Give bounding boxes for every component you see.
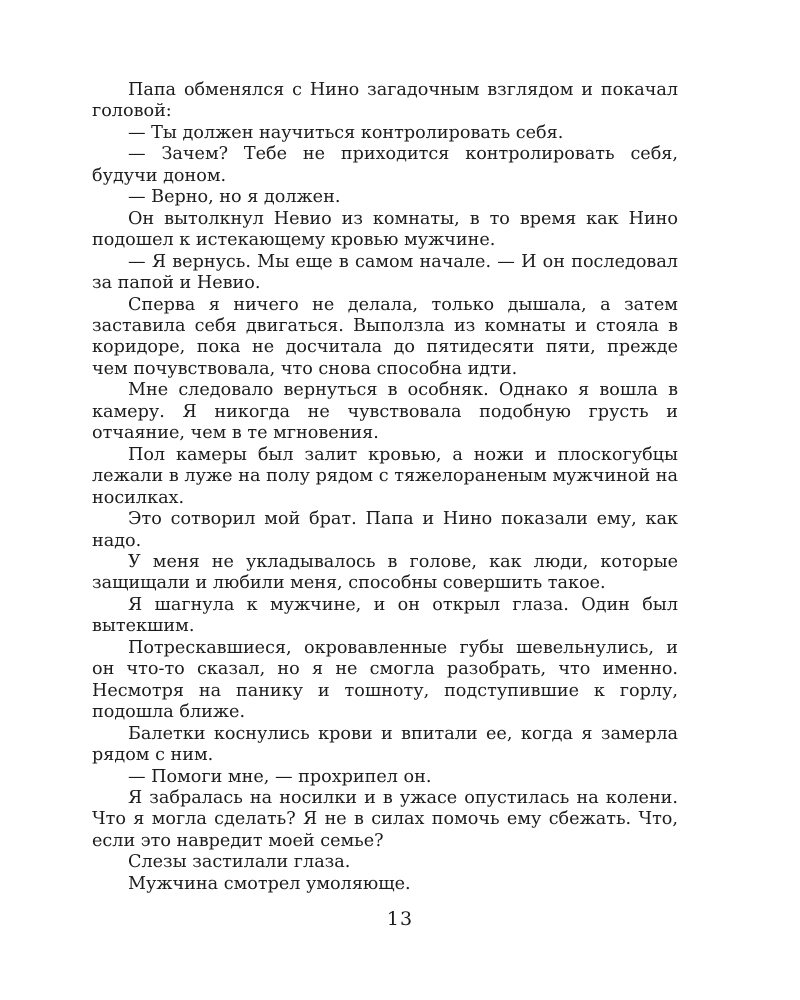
paragraph: Папа обменялся с Нино загадочным взглядом и покачал головой: <box>92 80 678 122</box>
paragraph: Сперва я ничего не делала, только дышала, а затем заставила себя двигаться. Выползла из комнаты и стояла в коридоре, пока не досчитала до пятидесяти пяти, прежде чем почувствовала, что снова способна идти. <box>92 294 678 379</box>
paragraph: Я забралась на носилки и в ужасе опустилась на колени. Что я могла сделать? Я не в силах помочь ему сбежать. Что, если это навредит моей семье? <box>92 787 678 851</box>
body-text <box>92 80 678 895</box>
paragraph: Пол камеры был залит кровью, а ножи и плоскогубцы лежали в луже на полу рядом с тяжелораненым мужчиной на носилках. <box>92 444 678 508</box>
paragraph: — Верно, но я должен. <box>128 187 341 208</box>
paragraph: — Помоги мне, — прохрипел он. <box>128 766 432 787</box>
paragraph: У меня не укладывалось в голове, как люди, которые защищали и любили меня, способны совершить такое. <box>92 551 678 594</box>
paragraph: Это сотворил мой брат. Папа и Нино показали ему, как надо. <box>92 509 678 551</box>
paragraph: Потрескавшиеся, окровавленные губы шевельнулись, и он что-то сказал, но я не смогла разобрать, что именно. Несмотря на панику и тошноту, подступившие к горлу, подошла ближе. <box>92 637 678 723</box>
paragraph: — Я вернусь. Мы еще в самом начале. — И он последовал за папой и Невио. <box>92 251 678 294</box>
paragraph: — Зачем? Тебе не приходится контролировать себя, будучи доном. <box>92 144 678 186</box>
paragraph: Он вытолкнул Невио из комнаты, в то время как Нино подошел к истекающему кровью мужчине. <box>92 208 678 251</box>
paragraph: Мужчина смотрел умоляюще. <box>128 873 411 894</box>
page-number: 13 <box>386 908 414 930</box>
paragraph: Балетки коснулись крови и впитали ее, когда я замерла рядом с ним. <box>92 723 678 766</box>
paragraph: — Ты должен научиться контролировать себя. <box>128 122 564 143</box>
paragraph: Слезы застилали глаза. <box>128 852 351 873</box>
paragraph: Я шагнула к мужчине, и он открыл глаза. Один был вытекшим. <box>92 594 678 637</box>
paragraph: Мне следовало вернуться в особняк. Однако я вошла в камеру. Я никогда не чувствовала подобную грусть и отчаяние, чем в те мгновения. <box>92 380 678 444</box>
